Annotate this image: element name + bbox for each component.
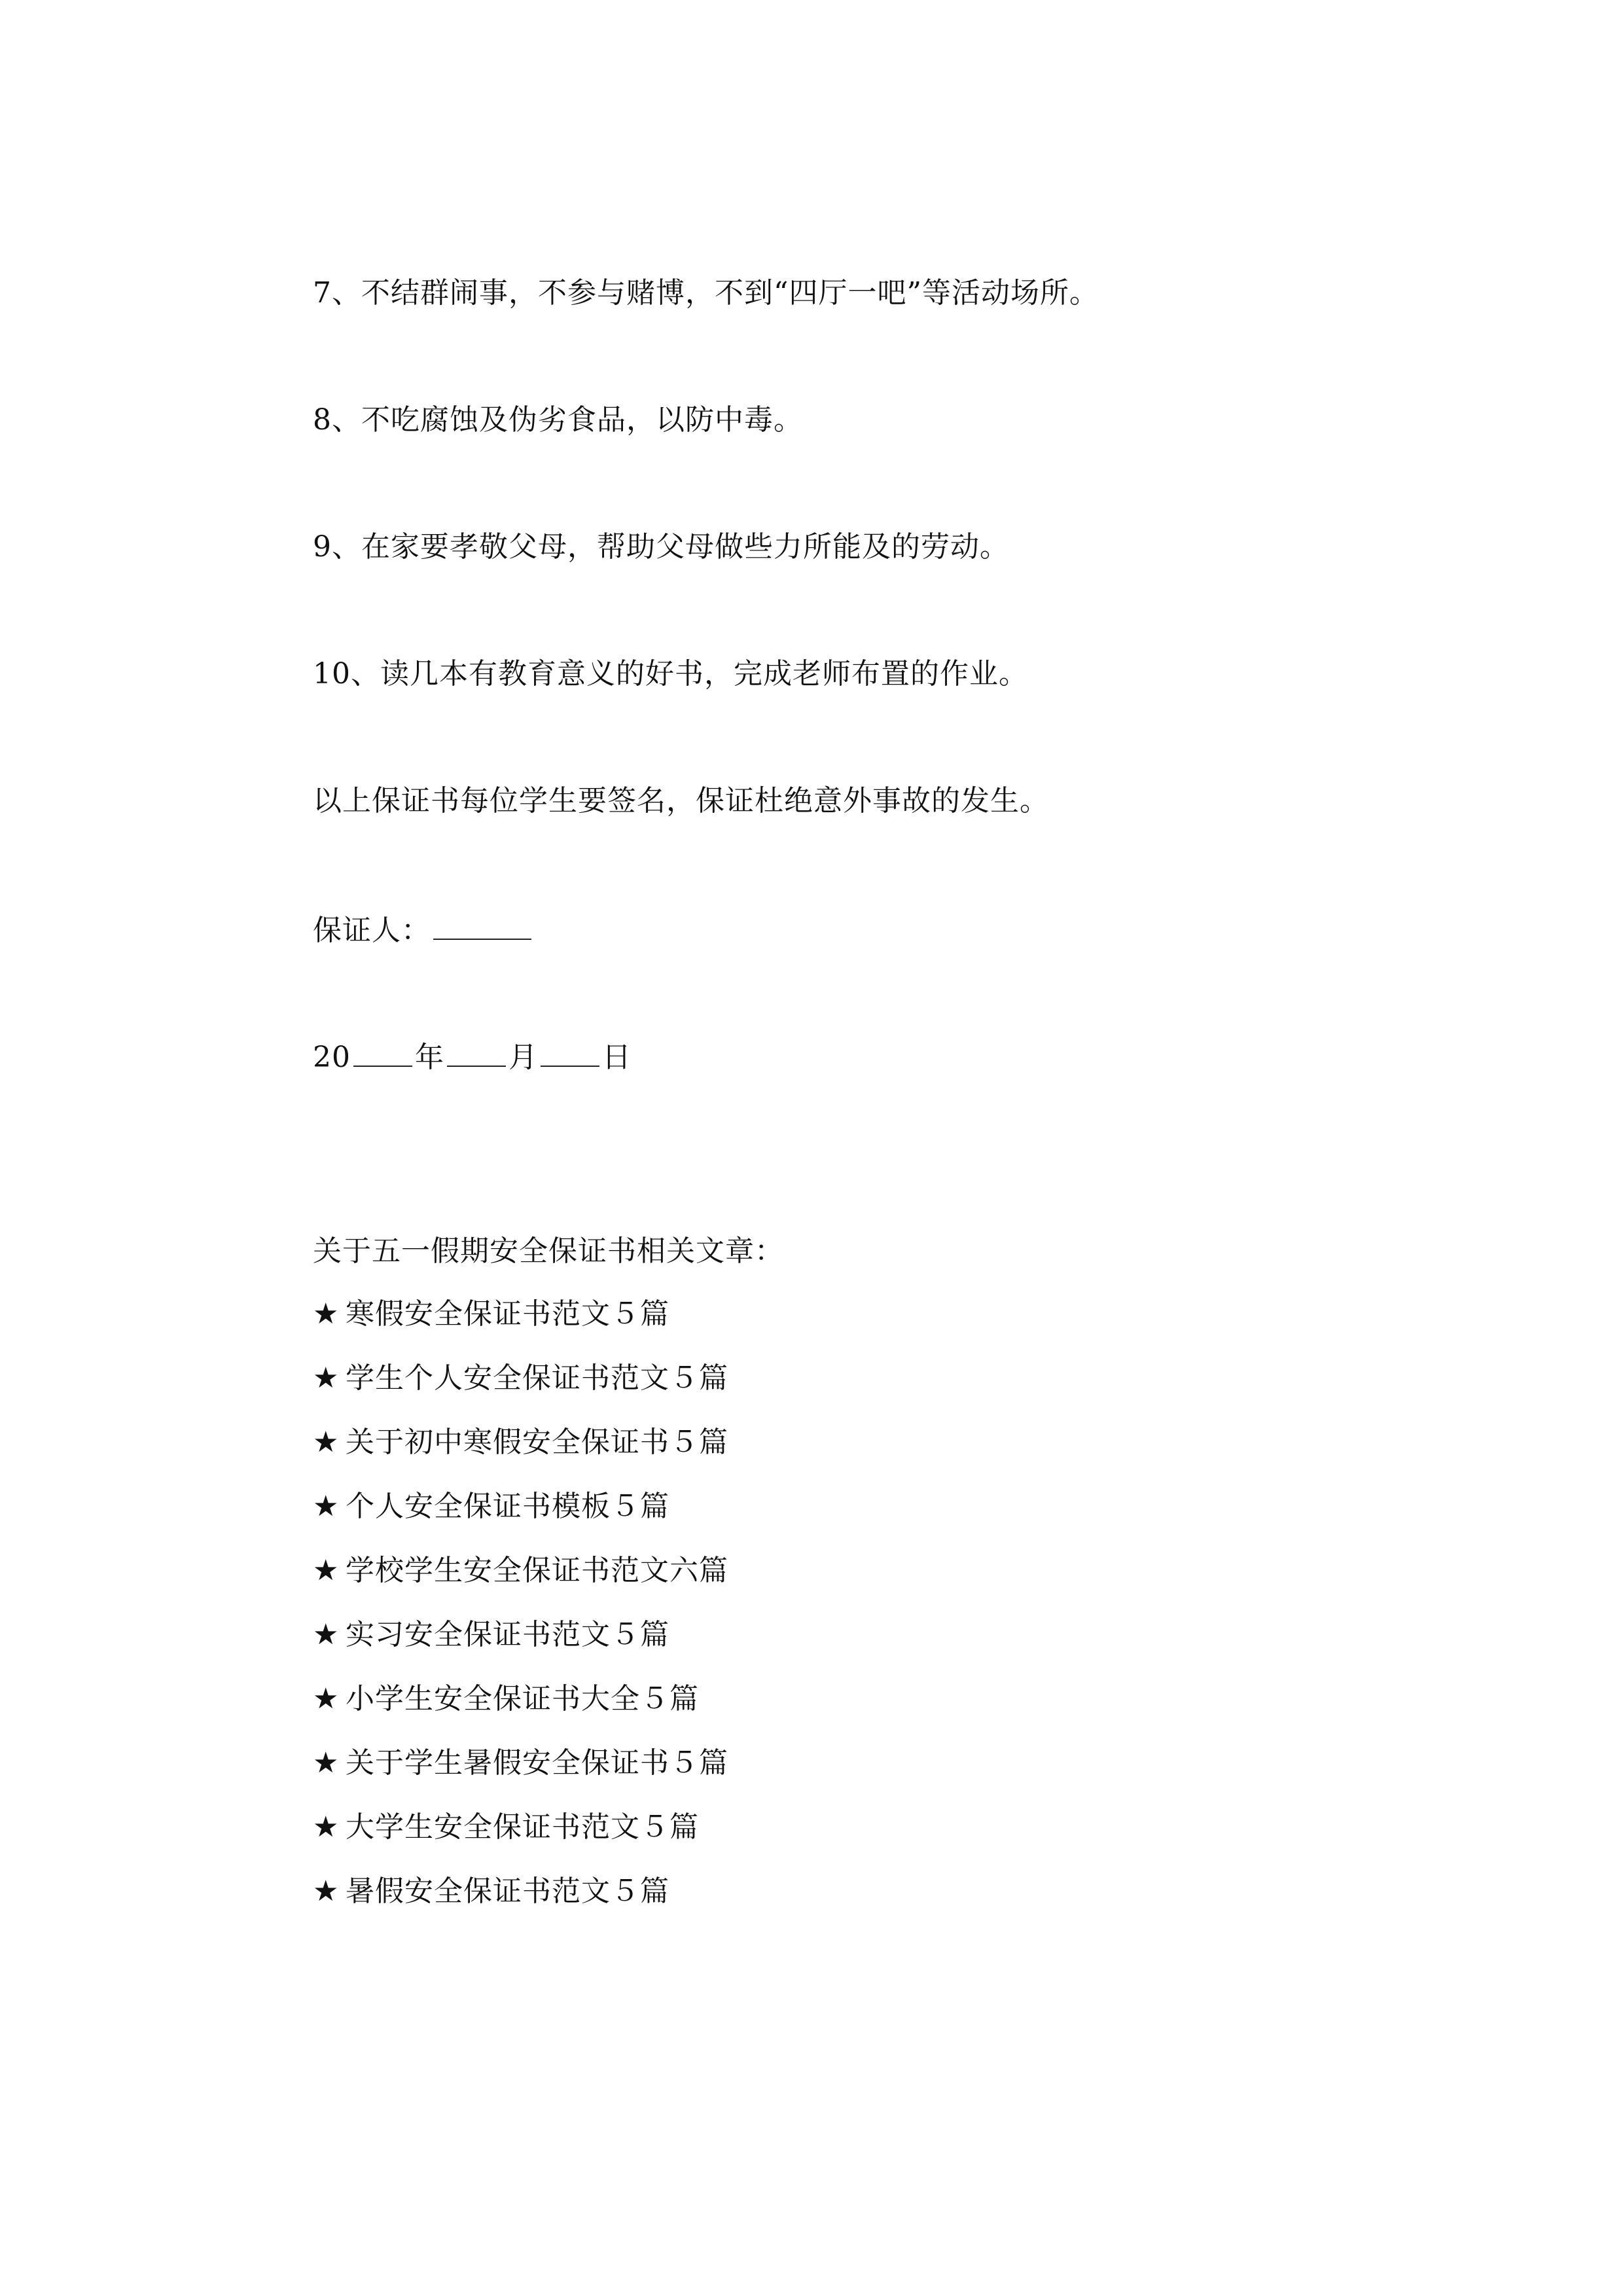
related-article-link[interactable]: 关于初中寒假安全保证书５篇 <box>346 1426 728 1459</box>
star-icon: ★ <box>313 1297 340 1331</box>
rule-item-7: 7、不结群闹事，不参与赌博，不到“四厅一吧”等活动场所。 <box>313 276 1099 310</box>
rule-item-8: 8、不吃腐蚀及伪劣食品，以防中毒。 <box>313 403 803 437</box>
star-icon: ★ <box>313 1810 340 1844</box>
signature-blank <box>433 912 531 940</box>
related-article-item[interactable] <box>313 1295 728 1359</box>
year-blank <box>353 1039 412 1067</box>
related-article-item[interactable] <box>313 1551 728 1615</box>
related-article-item[interactable] <box>313 1872 728 1936</box>
signature-label: 保证人： <box>313 914 431 947</box>
star-icon: ★ <box>313 1361 340 1395</box>
star-icon: ★ <box>313 1554 340 1587</box>
related-article-link[interactable]: 寒假安全保证书范文５篇 <box>346 1297 669 1331</box>
star-icon: ★ <box>313 1618 340 1651</box>
related-article-link[interactable]: 关于学生暑假安全保证书５篇 <box>346 1746 728 1780</box>
related-article-link[interactable]: 个人安全保证书模板５篇 <box>346 1490 669 1523</box>
related-article-link[interactable]: 小学生安全保证书大全５篇 <box>346 1682 699 1715</box>
related-articles-title: 关于五一假期安全保证书相关文章： <box>313 1234 784 1268</box>
star-icon: ★ <box>313 1746 340 1780</box>
related-article-item[interactable] <box>313 1359 728 1423</box>
related-article-item[interactable] <box>313 1487 728 1551</box>
related-article-item[interactable] <box>313 1423 728 1487</box>
date-prefix: 20 <box>313 1041 351 1074</box>
star-icon: ★ <box>313 1490 340 1523</box>
day-label: 日 <box>602 1041 632 1074</box>
rule-item-10: 10、读几本有教育意义的好书，完成老师布置的作业。 <box>313 657 1028 691</box>
rule-item-9: 9、在家要孝敬父母，帮助父母做些力所能及的劳动。 <box>313 530 1009 564</box>
star-icon: ★ <box>313 1874 340 1908</box>
signature-line <box>313 911 531 950</box>
day-blank <box>541 1039 599 1067</box>
closing-statement: 以上保证书每位学生要签名，保证杜绝意外事故的发生。 <box>313 784 1049 817</box>
related-articles-list <box>313 1295 728 1936</box>
related-article-link[interactable]: 大学生安全保证书范文５篇 <box>346 1810 699 1844</box>
year-label: 年 <box>415 1041 444 1074</box>
star-icon: ★ <box>313 1426 340 1459</box>
related-article-item[interactable] <box>313 1808 728 1872</box>
month-label: 月 <box>508 1041 538 1074</box>
related-article-link[interactable]: 暑假安全保证书范文５篇 <box>346 1874 669 1908</box>
date-line <box>313 1038 632 1077</box>
related-article-link[interactable]: 学校学生安全保证书范文六篇 <box>346 1554 728 1587</box>
related-article-link[interactable]: 学生个人安全保证书范文５篇 <box>346 1361 728 1395</box>
star-icon: ★ <box>313 1682 340 1715</box>
related-article-item[interactable] <box>313 1615 728 1679</box>
related-article-item[interactable] <box>313 1679 728 1744</box>
related-article-link[interactable]: 实习安全保证书范文５篇 <box>346 1618 669 1651</box>
related-article-item[interactable] <box>313 1744 728 1808</box>
month-blank <box>447 1039 506 1067</box>
